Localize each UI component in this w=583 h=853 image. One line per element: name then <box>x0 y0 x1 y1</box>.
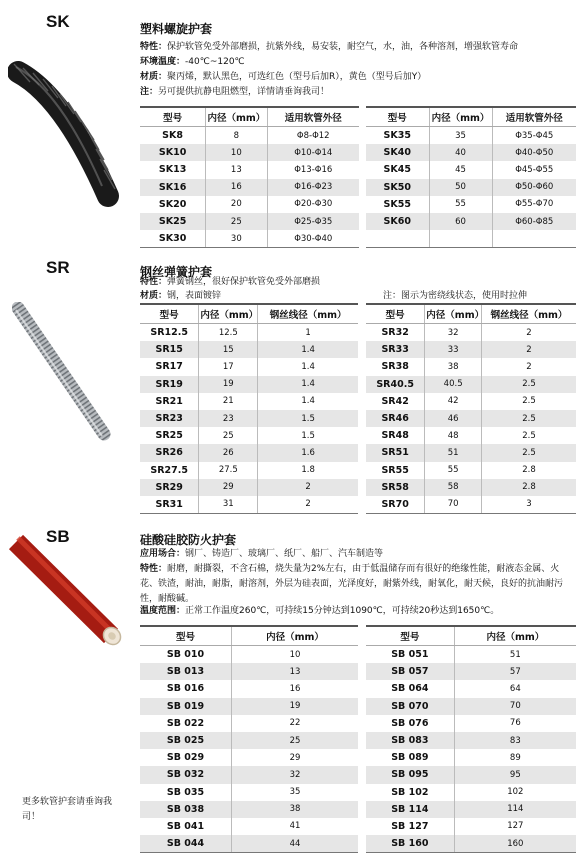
table-cell: SR55 <box>381 464 409 476</box>
table-cell: SB 114 <box>366 801 454 818</box>
table-cell: Φ35-Φ45 <box>492 127 576 145</box>
table-cell: SR25 <box>155 430 183 442</box>
table-cell: 2.5 <box>481 376 576 393</box>
table-cell: SB 041 <box>166 820 205 832</box>
sb-table-left <box>140 625 358 853</box>
table-cell: SB 035 <box>166 786 205 798</box>
table-cell: Φ10-Φ14 <box>267 144 359 161</box>
table-cell: 31 <box>199 496 258 514</box>
table-row <box>140 393 358 410</box>
table-row <box>140 462 358 479</box>
silicone-fire-sleeve-photo <box>6 530 126 650</box>
table-row <box>366 496 576 514</box>
table-cell: 2 <box>258 479 358 496</box>
sb-application: 应用场合：钢厂、铸造厂、玻璃厂、纸厂、船厂、汽车制造等 <box>140 549 384 559</box>
table-cell: SK50 <box>366 179 429 196</box>
table-cell: SK60 <box>366 213 429 230</box>
table-cell: SB 044 <box>140 835 232 853</box>
table-row <box>140 479 358 496</box>
table-row <box>366 358 576 375</box>
table-row <box>366 324 576 342</box>
table-row <box>140 715 358 732</box>
table-cell: SK55 <box>383 198 411 210</box>
table-row <box>140 427 358 444</box>
table-cell: 19 <box>232 698 358 715</box>
table-row <box>140 766 358 783</box>
table-cell: Φ13-Φ16 <box>267 161 359 178</box>
table-cell: SK30 <box>140 230 206 248</box>
table-row <box>366 715 576 732</box>
table-cell: SR21 <box>155 395 183 407</box>
table-cell: 2.8 <box>481 462 576 479</box>
table-row <box>140 358 358 375</box>
table-row <box>366 127 576 145</box>
table-cell: 95 <box>454 766 576 783</box>
table-row <box>140 646 358 664</box>
table-cell: 114 <box>454 801 576 818</box>
table-cell: Φ50-Φ60 <box>492 179 576 196</box>
table-cell: 10 <box>206 144 267 161</box>
table-row <box>366 732 576 749</box>
table-cell: SB 032 <box>140 766 232 783</box>
table-cell: 2 <box>481 324 576 342</box>
section-title-sr: 钢丝弹簧护套 <box>140 265 213 279</box>
table-cell: SR27.5 <box>150 464 188 476</box>
table-cell: SR42 <box>381 395 409 407</box>
footer-note: 更多软管护套请垂询我司！ <box>22 797 113 822</box>
table-cell: 70 <box>425 496 482 514</box>
table-cell: 83 <box>454 732 576 749</box>
table-row <box>366 444 576 461</box>
sr-table-right <box>366 303 576 514</box>
sr-table-left <box>140 303 358 514</box>
table-row <box>140 444 358 461</box>
sk-desc-line: 注：另可提供抗静电阻燃型，详情请垂询我司！ <box>140 87 330 97</box>
table-cell: 41 <box>232 818 358 835</box>
table-row <box>366 230 576 248</box>
table-cell: SB 051 <box>391 649 429 661</box>
table-cell: 64 <box>454 680 576 697</box>
table-cell: 38 <box>232 801 358 818</box>
table-cell: Φ55-Φ70 <box>492 196 576 213</box>
table-row <box>366 766 576 783</box>
table-cell: 15 <box>199 341 258 358</box>
table-cell: 1 <box>258 324 358 342</box>
section-code-sk: SK <box>46 12 70 31</box>
table-cell: SK45 <box>383 164 411 176</box>
column-header: 内径（mm） <box>232 626 358 646</box>
table-cell: 25 <box>206 213 267 230</box>
table-cell: SR48 <box>381 430 409 442</box>
table-cell: 2 <box>481 358 576 375</box>
table-row <box>140 179 359 196</box>
table-cell: Φ45-Φ55 <box>492 161 576 178</box>
table-row <box>140 324 358 342</box>
table-cell: 40.5 <box>425 376 482 393</box>
column-header: 型号 <box>140 107 206 127</box>
table-cell: 30 <box>206 230 267 248</box>
table-cell: 2 <box>258 496 358 514</box>
column-header: 内径（mm） <box>425 304 482 324</box>
table-cell: 27.5 <box>199 462 258 479</box>
table-cell: 46 <box>425 410 482 427</box>
table-cell: SK8 <box>162 130 183 142</box>
table-cell: SK13 <box>158 164 187 176</box>
table-row <box>366 462 576 479</box>
table-cell: 2.5 <box>481 393 576 410</box>
table-cell: 55 <box>425 462 482 479</box>
sr-note: 注：图示为密绕线状态，使用时拉伸 <box>383 291 528 301</box>
table-cell: SR31 <box>140 496 199 514</box>
column-header: 内径（mm） <box>199 304 258 324</box>
table-cell: SB 127 <box>391 820 429 832</box>
table-row <box>140 127 359 145</box>
table-row <box>366 376 576 393</box>
table-row <box>140 784 358 801</box>
table-cell: 1.8 <box>258 462 358 479</box>
table-row <box>366 479 576 496</box>
column-header: 型号 <box>140 304 199 324</box>
table-cell: SB 070 <box>366 698 454 715</box>
table-cell: 42 <box>425 393 482 410</box>
table-cell: SB 010 <box>166 649 205 661</box>
table-cell: 35 <box>232 784 358 801</box>
table-row <box>140 698 358 715</box>
table-row <box>140 230 359 248</box>
table-cell: SK35 <box>383 130 411 142</box>
table-cell: 16 <box>232 680 358 697</box>
table-row <box>140 410 358 427</box>
table-cell <box>366 230 429 248</box>
table-cell: SB 102 <box>391 786 429 798</box>
table-cell: 44 <box>232 835 358 853</box>
table-row <box>140 496 358 514</box>
table-cell: SB 038 <box>140 801 232 818</box>
table-cell: 55 <box>429 196 492 213</box>
table-cell: SB 022 <box>166 717 205 729</box>
table-cell: 48 <box>425 427 482 444</box>
table-cell: 1.4 <box>258 376 358 393</box>
table-cell: 160 <box>454 835 576 853</box>
section-title-sb: 硅酸硅胶防火护套 <box>140 533 237 547</box>
table-cell: 2.8 <box>481 479 576 496</box>
table-cell: SB 029 <box>166 752 205 764</box>
table-cell <box>429 230 492 248</box>
table-cell: Φ20-Φ30 <box>267 196 359 213</box>
table-cell: 29 <box>199 479 258 496</box>
table-cell: SB 025 <box>140 732 232 749</box>
section-code-sb: SB <box>46 527 70 546</box>
table-cell: 12.5 <box>199 324 258 342</box>
table-cell: 60 <box>429 213 492 230</box>
table-cell: 50 <box>429 179 492 196</box>
sr-desc-line: 特性：弹簧钢丝，很好保护软管免受外部磨损 <box>140 277 321 287</box>
table-cell: 40 <box>429 144 492 161</box>
table-cell: SB 019 <box>140 698 232 715</box>
table-cell <box>492 230 576 248</box>
table-cell: 25 <box>199 427 258 444</box>
table-row <box>366 427 576 444</box>
table-cell: 1.4 <box>258 358 358 375</box>
table-cell: 45 <box>429 161 492 178</box>
table-cell: 17 <box>199 358 258 375</box>
table-cell: SB 016 <box>166 683 205 695</box>
sk-desc-line: 特性：保护软管免受外部磨损，抗紫外线，易安装，耐空气，水，油，各种溶剂，增强软管寿命 <box>140 42 519 52</box>
table-cell: Φ30-Φ40 <box>267 230 359 248</box>
table-cell: 26 <box>199 444 258 461</box>
column-header: 钢丝线径（mm） <box>258 304 358 324</box>
table-cell: SB 076 <box>391 717 429 729</box>
table-cell: 21 <box>199 393 258 410</box>
table-cell: 16 <box>206 179 267 196</box>
plastic-spiral-sleeve-photo <box>8 58 123 208</box>
table-row <box>366 663 576 680</box>
table-cell: SR33 <box>366 341 425 358</box>
sk-desc-line: 材质：聚丙烯，默认黑色，可选红色（型号后加R），黄色（型号后加Y） <box>140 72 427 82</box>
table-row <box>366 341 576 358</box>
table-row <box>366 646 576 664</box>
table-cell: 2.5 <box>481 427 576 444</box>
table-cell: Φ60-Φ85 <box>492 213 576 230</box>
column-header: 内径（mm） <box>454 626 576 646</box>
table-row <box>366 393 576 410</box>
table-cell: SB 089 <box>391 752 429 764</box>
table-row <box>366 213 576 230</box>
table-cell: SB 064 <box>391 683 429 695</box>
table-cell: 29 <box>232 749 358 766</box>
table-cell: SR26 <box>140 444 199 461</box>
table-cell: SK40 <box>366 144 429 161</box>
table-cell: 1.5 <box>258 427 358 444</box>
table-cell: SB 160 <box>366 835 454 853</box>
table-cell: 8 <box>206 127 267 145</box>
table-row <box>366 680 576 697</box>
table-cell: SR40.5 <box>366 376 425 393</box>
table-row <box>366 698 576 715</box>
table-row <box>366 144 576 161</box>
table-cell: 23 <box>199 410 258 427</box>
table-row <box>140 663 358 680</box>
table-cell: SK25 <box>140 213 206 230</box>
table-cell: 2 <box>481 341 576 358</box>
column-header: 型号 <box>366 107 429 127</box>
table-cell: SK10 <box>140 144 206 161</box>
table-cell: Φ25-Φ35 <box>267 213 359 230</box>
table-cell: 2.5 <box>481 410 576 427</box>
table-cell: 2.5 <box>481 444 576 461</box>
table-cell: 1.4 <box>258 393 358 410</box>
table-cell: 25 <box>232 732 358 749</box>
steel-spring-sleeve-photo <box>12 302 112 442</box>
table-cell: 13 <box>232 663 358 680</box>
table-cell: SR17 <box>155 361 183 373</box>
table-cell: SR29 <box>140 479 199 496</box>
table-cell: 13 <box>206 161 267 178</box>
table-cell: SR58 <box>366 479 425 496</box>
table-cell: SR38 <box>381 361 409 373</box>
table-cell: 57 <box>454 663 576 680</box>
table-cell: 32 <box>232 766 358 783</box>
column-header: 内径（mm） <box>429 107 492 127</box>
column-header: 型号 <box>366 626 454 646</box>
table-row <box>140 341 358 358</box>
table-cell: Φ40-Φ50 <box>492 144 576 161</box>
table-cell: SR19 <box>140 376 199 393</box>
table-cell: 33 <box>425 341 482 358</box>
sb-temperature: 温度范围：正常工作温度260℃，可持续15分钟达到1090℃，可持续20秒达到1650℃。 <box>140 606 500 616</box>
table-cell: 10 <box>232 646 358 664</box>
table-cell: 58 <box>425 479 482 496</box>
table-row <box>140 818 358 835</box>
table-cell: SR23 <box>140 410 199 427</box>
table-cell: 70 <box>454 698 576 715</box>
sk-table-right <box>366 106 576 248</box>
sr-desc-line: 材质：钢，表面镀锌 <box>140 291 222 301</box>
table-cell: SB 095 <box>366 766 454 783</box>
sk-table-left <box>140 106 359 248</box>
table-cell: 3 <box>481 496 576 514</box>
table-cell: 1.6 <box>258 444 358 461</box>
table-row <box>140 144 359 161</box>
table-cell: 22 <box>232 715 358 732</box>
table-cell: 89 <box>454 749 576 766</box>
table-cell: SR15 <box>140 341 199 358</box>
column-header: 适用软管外径 <box>267 107 359 127</box>
table-row <box>366 410 576 427</box>
table-row <box>366 784 576 801</box>
table-row <box>140 835 358 853</box>
table-row <box>140 801 358 818</box>
sb-table-right <box>366 625 576 853</box>
table-cell: 32 <box>425 324 482 342</box>
table-row <box>140 680 358 697</box>
table-cell: 127 <box>454 818 576 835</box>
table-cell: SR12.5 <box>150 327 188 339</box>
table-cell: 1.5 <box>258 410 358 427</box>
section-title-sk: 塑料螺旋护套 <box>140 22 213 36</box>
table-cell: SR51 <box>366 444 425 461</box>
table-cell: 76 <box>454 715 576 732</box>
table-cell: 20 <box>206 196 267 213</box>
table-cell: SK16 <box>140 179 206 196</box>
table-cell: SB 083 <box>366 732 454 749</box>
table-cell: SR46 <box>366 410 425 427</box>
table-cell: Φ16-Φ23 <box>267 179 359 196</box>
table-cell: 1.4 <box>258 341 358 358</box>
table-cell: 102 <box>454 784 576 801</box>
table-cell: Φ8-Φ12 <box>267 127 359 145</box>
table-cell: SR32 <box>381 327 409 339</box>
table-row <box>140 161 359 178</box>
table-row <box>140 749 358 766</box>
column-header: 型号 <box>366 304 425 324</box>
table-cell: SR70 <box>366 496 425 514</box>
table-cell: 51 <box>425 444 482 461</box>
table-row <box>366 161 576 178</box>
table-row <box>140 376 358 393</box>
table-cell: 19 <box>199 376 258 393</box>
sb-features: 特性：耐磨，耐撕裂，不含石棉，烧失量为2%左右，由于低温储存而有很好的绝缘性能，耐液态金属、火花、铁渣，耐油，耐脂，耐溶剂，外层为硅表面，光泽度好，耐紫外线，耐氧化，耐天候，良好的抗油耐污性，耐酸碱。 <box>140 564 564 604</box>
table-cell: 51 <box>454 646 576 664</box>
section-code-sr: SR <box>46 258 70 277</box>
table-row <box>366 749 576 766</box>
sk-desc-line: 环境温度：-40℃~120℃ <box>140 57 245 67</box>
column-header: 型号 <box>140 626 232 646</box>
table-row <box>366 179 576 196</box>
column-header: 适用软管外径 <box>492 107 576 127</box>
table-row <box>140 213 359 230</box>
table-row <box>140 196 359 213</box>
table-row <box>366 835 576 853</box>
table-cell: 35 <box>429 127 492 145</box>
table-cell: SB 013 <box>140 663 232 680</box>
table-row <box>366 818 576 835</box>
column-header: 内径（mm） <box>206 107 267 127</box>
table-row <box>366 801 576 818</box>
table-cell: SB 057 <box>366 663 454 680</box>
column-header: 钢丝线径（mm） <box>481 304 576 324</box>
table-cell: 38 <box>425 358 482 375</box>
table-row <box>140 732 358 749</box>
table-cell: SK20 <box>158 198 187 210</box>
table-row <box>366 196 576 213</box>
